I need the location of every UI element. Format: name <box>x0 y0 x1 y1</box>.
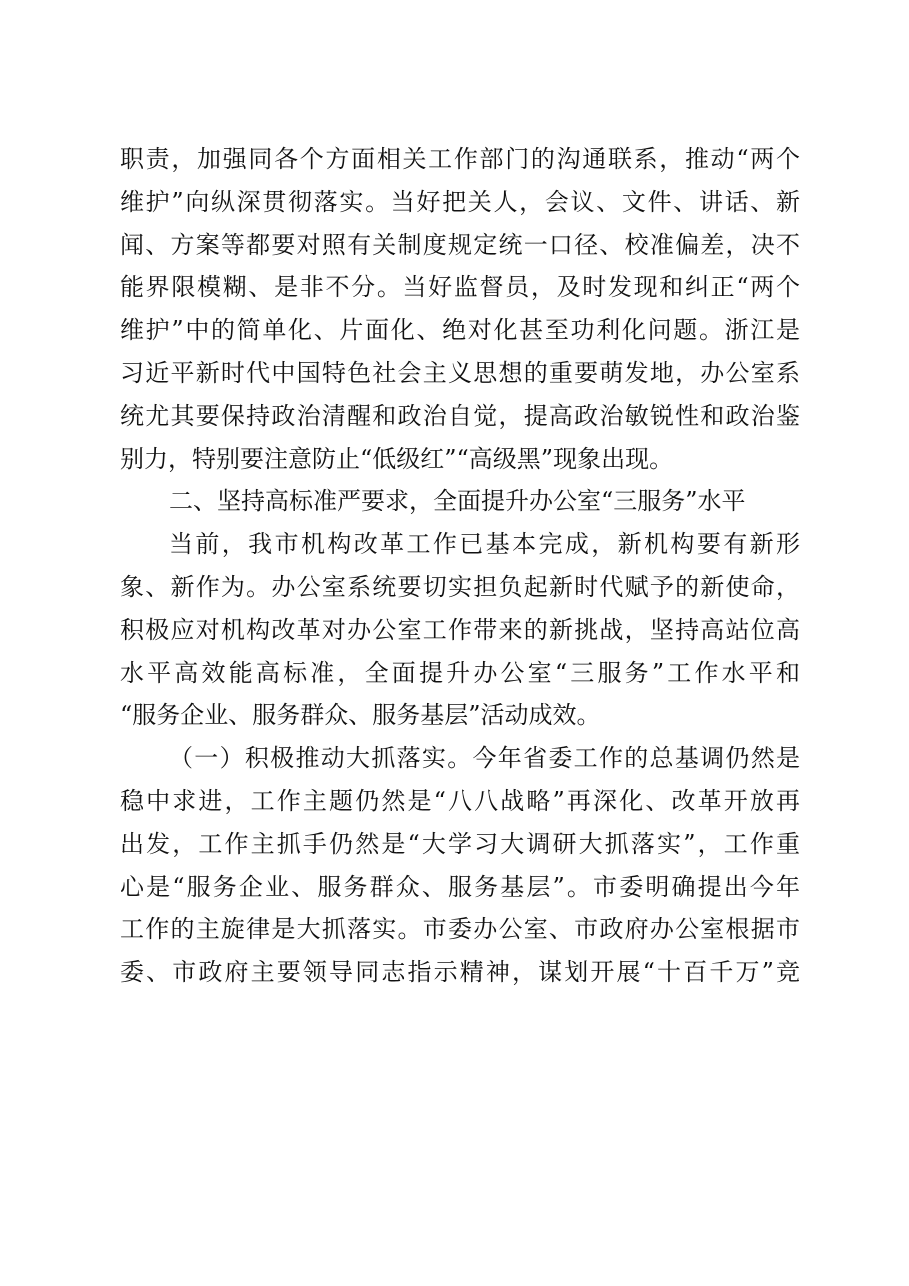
subsection-heading: （一）积极推动大抓落实。今年省委工作的总基调仍然是 <box>169 744 800 773</box>
text-line-19: 工作的主旋律是大抓落实。市委办公室、市政府办公室根据市 <box>120 915 800 944</box>
text-line-20: 委、市政府主要领导同志指示精神，谋划开展“十百千万”竞 <box>120 958 800 987</box>
text-line-5: 维护”中的简单化、片面化、绝对化甚至功利化问题。浙江是 <box>120 316 800 345</box>
body-text <box>120 138 800 994</box>
text-line-10: 当前，我市机构改革工作已基本完成，新机构要有新形 <box>169 530 800 559</box>
text-line-17: 出发，工作主抓手仍然是“大学习大调研大抓落实”，工作重 <box>120 829 800 858</box>
text-line-16: 稳中求进，工作主题仍然是“八八战略”再深化、改革开放再 <box>120 786 800 815</box>
text-line-8: 别力，特别要注意防止“低级红”“高级黑”现象出现。 <box>120 444 674 473</box>
text-line-13: 水平高效能高标准，全面提升办公室“三服务”工作水平和 <box>120 658 800 687</box>
text-line-7: 统尤其要保持政治清醒和政治自觉，提高政治敏锐性和政治鉴 <box>120 401 800 430</box>
text-line-12: 积极应对机构改革对办公室工作带来的新挑战，坚持高站位高 <box>120 615 800 644</box>
text-line-2: 维护”向纵深贯彻落实。当好把关人，会议、文件、讲话、新 <box>120 187 800 216</box>
section-heading: 二、坚持高标准严要求，全面提升办公室“三服务”水平 <box>169 487 746 516</box>
text-line-3: 闻、方案等都要对照有关制度规定统一口径、校准偏差，决不 <box>120 230 800 259</box>
text-line-18: 心是“服务企业、服务群众、服务基层”。市委明确提出今年 <box>120 872 800 901</box>
text-line-14: “服务企业、服务群众、服务基层”活动成效。 <box>120 701 601 730</box>
text-line-11: 象、新作为。办公室系统要切实担负起新时代赋予的新使命， <box>120 572 800 601</box>
text-line-4: 能界限模糊、是非不分。当好监督员，及时发现和纠正“两个 <box>120 273 800 302</box>
text-line-6: 习近平新时代中国特色社会主义思想的重要萌发地，办公室系 <box>120 358 800 387</box>
text-line-1: 职责，加强同各个方面相关工作部门的沟通联系，推动“两个 <box>120 145 800 173</box>
